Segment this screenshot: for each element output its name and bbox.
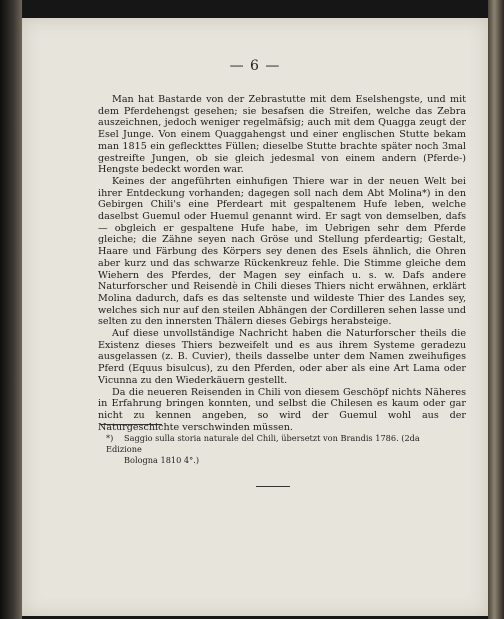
page-stack-edge (488, 0, 504, 619)
end-rule (256, 486, 290, 487)
body-text (98, 94, 466, 433)
book-binding-edge (0, 0, 22, 619)
paragraph-3: Auf diese unvollständige Nachricht haben die Naturforscher theils die Existenz dieses Thiers bezweifelt und es aus ihrem Systeme geradezu ausgelassen (z. B. Cuvier), theils dasselbe unter dem Namen zweihufiges Pferd (Equus bisulcus), zu den Pferden, oder aber als eine Art Lama oder Vicunna zu den Wiederkäuern gestellt. (98, 328, 466, 386)
page-number-header: — 6 — (229, 58, 281, 74)
footnote-separator (100, 424, 162, 425)
paragraph-2: Keines der angeführten einhufigen Thiere war in der neuen Welt bei ihrer Entdeckung vorhanden; dagegen soll nach dem Abt Molina*) in den Gebirgen Chili's eine Pferdeart mit gespaltenem Hufe leben, welche daselbst Guemul oder Huemul genannt wird. Er sagt von demselben, dafs — obgleich er gespaltene Hufe habe, im Uebrigen sehr dem Pferde gleiche; die Zähne seyen nach Gröse und Stellung pferdeartig; Gestalt, Haare und Färbung des Körpers sey denen des Esels ähnlich, die Ohren aber kurz und das schwarze Rückenkreuz fehle. Die Stimme gleiche dem Wiehern des Pferdes, der Magen sey einfach u. s. w. Dafs andere Naturforscher und Reisendè in Chili dieses Thiers nicht erwähnen, erklärt Molina dadurch, dafs es das seltenste und wildeste Thier des Landes sey, welches sich nur auf den steilen Abhängen der Cordilleren sehen lasse und selten zu den innersten Thälern dieses Gebirgs herabsteige. (98, 175, 466, 328)
paragraph-1: Man hat Bastarde von der Zebrastutte mit dem Eselshengste, und mit dem Pferdehengst gesehen; sie besafsen die Streifen, welche das Zebra auszeichnen, jedoch weniger regelmäfsig; auch mit dem Quagga zeugt der Esel Junge. Von einem Quaggahengst und einer englischen Stutte bekam man 1815 ein gefleckttes Füllen; dieselbe Stutte brachte später noch 3mal gestreifte Jungen, ob sie gleich jedesmal von einem andern (Pferde-) Hengste bedeckt worden war. (98, 94, 466, 176)
footnote (106, 433, 456, 466)
book-page (22, 18, 488, 616)
paragraph-4: Da die neueren Reisenden in Chili von diesem Geschöpf nichts Näheres in Erfahrung bringen konnten, und selbst die Chilesen es kaum oder gar nicht zu kennen angeben, so wird der Guemul wohl aus der Naturgeschichte verschwinden müssen. (98, 386, 466, 433)
footnote-mark: *) (106, 433, 114, 443)
footnote-line-2: Bologna 1810 4°.) (124, 455, 200, 465)
footnote-line-1: Saggio sulla storia naturale del Chili, übersetzt von Brandis 1786. (2da Edizione (106, 433, 420, 454)
